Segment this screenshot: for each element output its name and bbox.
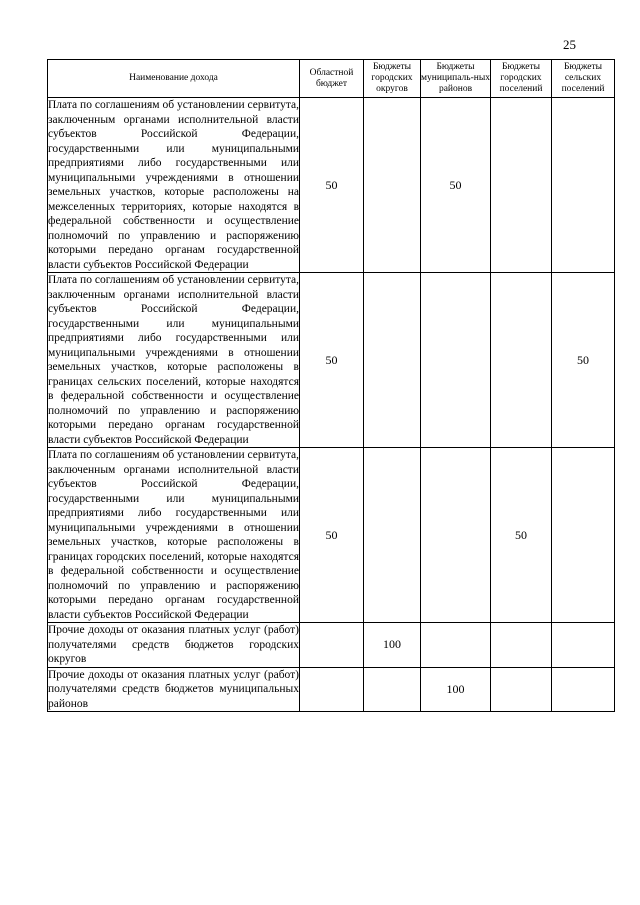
regional-budget-cell: 50: [300, 98, 364, 273]
rural-settlement-cell: [552, 98, 615, 273]
header-urban-settlement-budgets: Бюджеты городских поселений: [491, 60, 552, 98]
regional-budget-cell: [300, 623, 364, 668]
revenue-name-cell: Плата по соглашениям об установлении сервитута, заключенным органами исполнительной власти субъектов Российской Федерации, государственными или муниципальными предприятиями либо государственными или муниципальными учреждениями в отношении земельных участков, которые расположены на межселенных территориях, которые находятся в федеральной собственности и осуществление полномочий по управлению и распоряжению которыми передано органам государственной власти субъектов Российской Федерации: [48, 99, 299, 271]
table-header-row: [48, 60, 615, 98]
rural-settlement-cell: [552, 448, 615, 623]
revenue-distribution-table: [47, 59, 615, 712]
municipal-district-cell: [421, 273, 491, 448]
urban-settlement-cell: 50: [491, 448, 552, 623]
urban-settlement-cell: [491, 667, 552, 712]
rural-settlement-cell: [552, 667, 615, 712]
rural-settlement-cell: 50: [552, 273, 615, 448]
city-district-cell: [364, 667, 421, 712]
urban-settlement-cell: [491, 623, 552, 668]
revenue-name-cell: Прочие доходы от оказания платных услуг (работ) получателями средств бюджетов городских округов: [48, 624, 299, 665]
table-row: [48, 98, 615, 273]
revenue-name-cell: Плата по соглашениям об установлении сервитута, заключенным органами исполнительной власти субъектов Российской Федерации, государственными или муниципальными предприятиями либо государственными или муниципальными учреждениями в отношении земельных участков, которые расположены в границах городских поселений, которые находятся в федеральной собственности и осуществление полномочий по управлению и распоряжению которыми передано органам государственной власти субъектов Российской Федерации: [48, 449, 299, 621]
revenue-name-cell: Плата по соглашениям об установлении сервитута, заключенным органами исполнительной власти субъектов Российской Федерации, государственными или муниципальными предприятиями либо государственными или муниципальными учреждениями в отношении земельных участков, которые расположены в границах сельских поселений, которые находятся в федеральной собственности и осуществление полномочий по управлению и распоряжению которыми передано органам государственной власти субъектов Российской Федерации: [48, 274, 299, 446]
urban-settlement-cell: [491, 273, 552, 448]
municipal-district-cell: 50: [421, 98, 491, 273]
header-revenue-name: Наименование дохода: [48, 60, 300, 98]
municipal-district-cell: 100: [421, 667, 491, 712]
page-number: 25: [563, 37, 576, 52]
city-district-cell: [364, 448, 421, 623]
municipal-district-cell: [421, 623, 491, 668]
city-district-cell: [364, 98, 421, 273]
table-row: [48, 448, 615, 623]
table-row: [48, 273, 615, 448]
header-city-district-budgets: Бюджеты городских округов: [364, 60, 421, 98]
table-row: [48, 667, 615, 712]
header-municipal-district-budgets: Бюджеты муниципаль-ных районов: [421, 60, 491, 98]
header-rural-settlement-budgets: Бюджеты сельских поселений: [552, 60, 615, 98]
regional-budget-cell: 50: [300, 273, 364, 448]
city-district-cell: [364, 273, 421, 448]
city-district-cell: 100: [364, 623, 421, 668]
regional-budget-cell: 50: [300, 448, 364, 623]
municipal-district-cell: [421, 448, 491, 623]
rural-settlement-cell: [552, 623, 615, 668]
regional-budget-cell: [300, 667, 364, 712]
urban-settlement-cell: [491, 98, 552, 273]
header-regional-budget: Областной бюджет: [300, 60, 364, 98]
table-row: [48, 623, 615, 668]
revenue-name-cell: Прочие доходы от оказания платных услуг (работ) получателями средств бюджетов муниципальных районов: [48, 668, 299, 710]
